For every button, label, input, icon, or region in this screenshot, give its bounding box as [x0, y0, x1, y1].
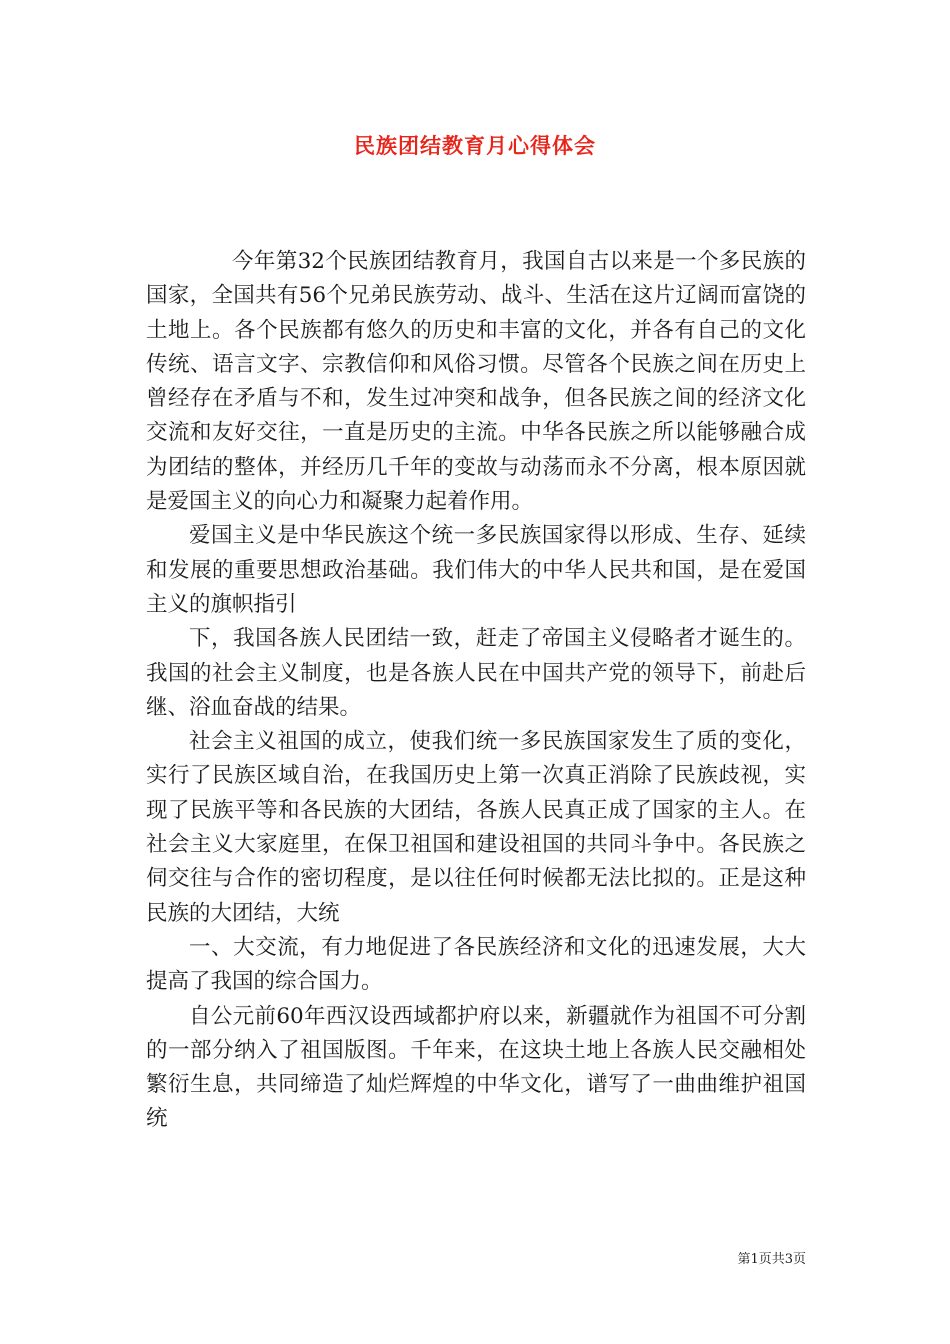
paragraph: 爱国主义是中华民族这个统一多民族国家得以形成、生存、延续和发展的重要思想政治基础。我们伟大的中华人民共和国，是在爱国主义的旗帜指引: [146, 523, 806, 617]
paragraph: 自公元前60年西汉设西域都护府以来，新疆就作为祖国不可分割的一部分纳入了祖国版图。千年来，在这块土地上各族人民交融相处繁衍生息，共同缔造了灿烂辉煌的中华文化，谱写了一曲曲维护祖国统: [146, 1003, 806, 1132]
page-number-label: 第1页共3页: [737, 1252, 806, 1267]
page-number: [737, 1248, 806, 1267]
paragraph: 今年第32个民族团结教育月，我国自古以来是一个多民族的国家，全国共有56个兄弟民族劳动、战斗、生活在这片辽阔而富饶的土地上。各个民族都有悠久的历史和丰富的文化，并各有自己的文化传统、语言文字、宗教信仰和风俗习惯。尽管各个民族之间在历史上曾经存在矛盾与不和，发生过冲突和战争，但各民族之间的经济文化交流和友好交往，一直是历史的主流。中华各民族之所以能够融合成为团结的整体，并经历几千年的变故与动荡而永不分离，根本原因就是爱国主义的向心力和凝聚力起着作用。: [146, 249, 806, 515]
document-title: 民族团结教育月心得体会: [354, 133, 596, 158]
paragraph: 下，我国各族人民团结一致，赶走了帝国主义侵略者才诞生的。我国的社会主义制度，也是各族人民在中国共产党的领导下，前赴后继、浴血奋战的结果。: [146, 626, 806, 720]
paragraph: 社会主义祖国的成立，使我们统一多民族国家发生了质的变化，实行了民族区域自治，在我国历史上第一次真正消除了民族歧视，实现了民族平等和各民族的大团结，各族人民真正成了国家的主人。在社会主义大家庭里，在保卫祖国和建设祖国的共同斗争中。各民族之伺交往与合作的密切程度，是以往任何时候都无法比拟的。正是这种民族的大团结，大统: [146, 729, 806, 926]
document-body: [146, 245, 806, 1137]
paragraph: 一、大交流，有力地促进了各民族经济和文化的迅速发展，大大提高了我国的综合国力。: [146, 934, 806, 995]
